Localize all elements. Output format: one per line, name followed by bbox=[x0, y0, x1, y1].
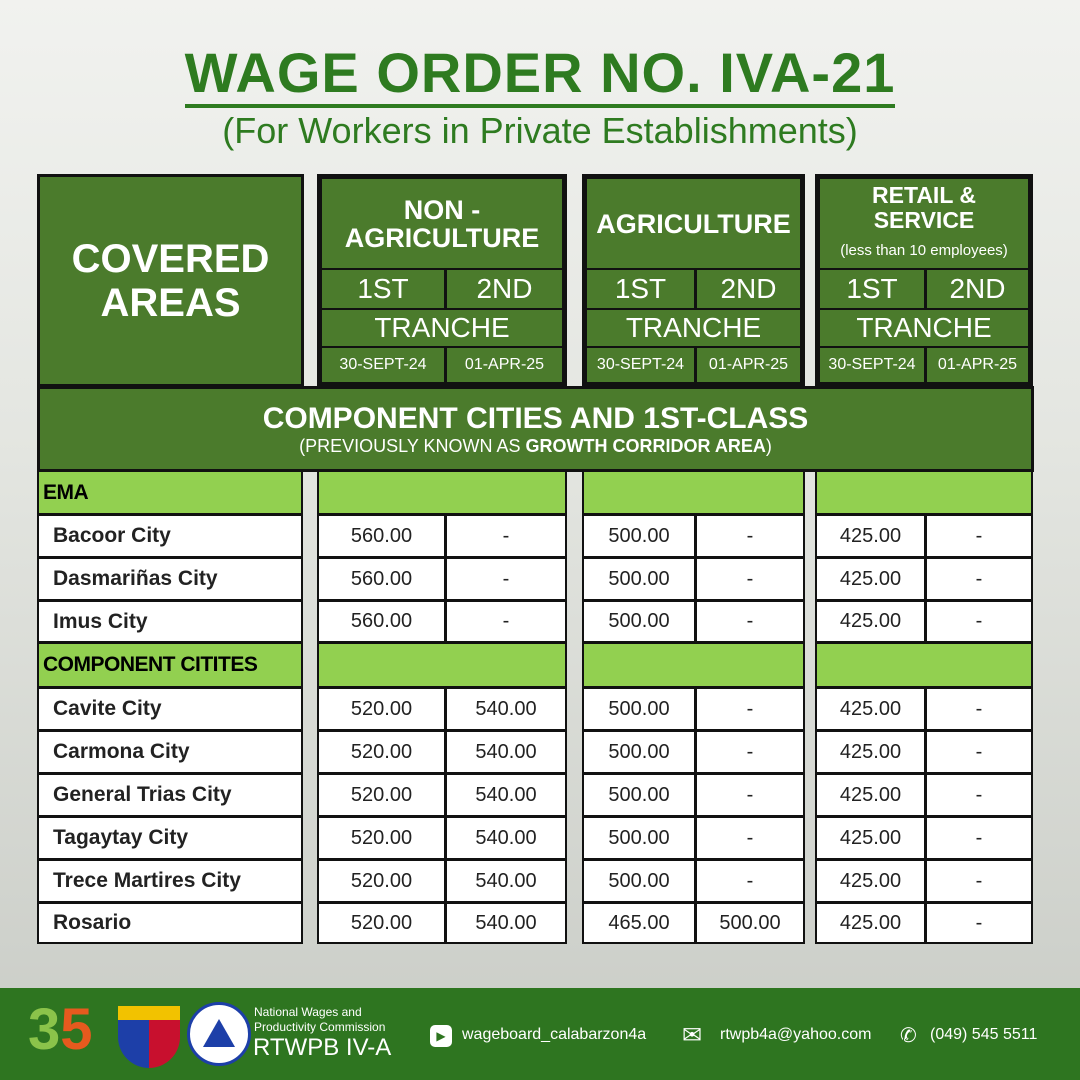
wage-first-tranche: 500.00 bbox=[582, 514, 696, 558]
wage-second-tranche: - bbox=[695, 730, 805, 774]
email-icon: ✉ bbox=[682, 1022, 703, 1049]
wage-first-tranche: 560.00 bbox=[317, 557, 446, 601]
category-banner bbox=[37, 386, 1034, 472]
wage-second-tranche: - bbox=[695, 557, 805, 601]
wage-first-tranche: 500.00 bbox=[582, 557, 696, 601]
phone-number[interactable]: (049) 545 5511 bbox=[930, 1026, 1038, 1043]
page-title: WAGE ORDER NO. IVA-21 bbox=[0, 40, 1080, 105]
wage-first-tranche: 500.00 bbox=[582, 859, 696, 903]
wage-second-tranche: 540.00 bbox=[445, 687, 567, 731]
first-tranche-label: 1ST bbox=[320, 268, 446, 310]
wage-second-tranche: - bbox=[695, 816, 805, 860]
sector-title: AGRICULTURE bbox=[596, 208, 791, 239]
footer bbox=[0, 988, 1080, 1080]
wage-first-tranche: 520.00 bbox=[317, 816, 446, 860]
wage-first-tranche: 560.00 bbox=[317, 514, 446, 558]
wage-second-tranche: 540.00 bbox=[445, 773, 567, 817]
city-name: Cavite City bbox=[37, 687, 303, 731]
wage-first-tranche: 425.00 bbox=[815, 773, 926, 817]
wage-first-tranche: 520.00 bbox=[317, 773, 446, 817]
city-name: Dasmariñas City bbox=[37, 557, 303, 601]
city-name: Rosario bbox=[37, 902, 303, 944]
wage-first-tranche: 560.00 bbox=[317, 600, 446, 643]
sector-name bbox=[585, 177, 802, 270]
second-tranche-date: 01-APR-25 bbox=[445, 346, 564, 384]
group-row-filler bbox=[582, 642, 805, 688]
second-tranche-date: 01-APR-25 bbox=[925, 346, 1030, 384]
city-name: Imus City bbox=[37, 600, 303, 643]
banner-title: COMPONENT CITIES AND 1ST-CLASS bbox=[262, 401, 809, 435]
wage-second-tranche: - bbox=[695, 859, 805, 903]
facebook-handle[interactable]: wageboard_calabarzon4a bbox=[462, 1026, 647, 1043]
wage-second-tranche: - bbox=[695, 514, 805, 558]
facebook-video-icon: ▶ bbox=[430, 1025, 452, 1047]
wage-second-tranche: - bbox=[695, 687, 805, 731]
org-name-line2: Productivity Commission bbox=[254, 1020, 386, 1034]
first-tranche-label: 1ST bbox=[818, 268, 926, 310]
wage-first-tranche: 500.00 bbox=[582, 730, 696, 774]
second-tranche-label: 2ND bbox=[925, 268, 1030, 310]
wage-second-tranche: 540.00 bbox=[445, 859, 567, 903]
tranche-label: TRANCHE bbox=[585, 308, 802, 348]
philippine-seal-logo bbox=[118, 1006, 180, 1068]
second-tranche-label: 2ND bbox=[695, 268, 802, 310]
wage-second-tranche: - bbox=[925, 557, 1033, 601]
wage-first-tranche: 425.00 bbox=[815, 557, 926, 601]
wage-second-tranche: - bbox=[445, 557, 567, 601]
second-tranche-date: 01-APR-25 bbox=[695, 346, 802, 384]
wage-first-tranche: 520.00 bbox=[317, 902, 446, 944]
35th-anniversary-logo: 35 bbox=[28, 997, 93, 1062]
tranche-label: TRANCHE bbox=[818, 308, 1030, 348]
group-row-filler bbox=[815, 470, 1033, 515]
wage-first-tranche: 425.00 bbox=[815, 730, 926, 774]
sector-title: RETAIL & SERVICE bbox=[872, 181, 976, 233]
tranche-label: TRANCHE bbox=[320, 308, 564, 348]
wage-second-tranche: 540.00 bbox=[445, 730, 567, 774]
first-tranche-date: 30-SEPT-24 bbox=[320, 346, 446, 384]
sector-title: NON - AGRICULTURE bbox=[344, 194, 540, 253]
city-name: Carmona City bbox=[37, 730, 303, 774]
first-tranche-date: 30-SEPT-24 bbox=[585, 346, 696, 384]
wage-second-tranche: - bbox=[925, 773, 1033, 817]
wage-first-tranche: 425.00 bbox=[815, 816, 926, 860]
nwpc-seal-logo bbox=[187, 1002, 251, 1066]
wage-second-tranche: - bbox=[925, 600, 1033, 643]
wage-second-tranche: 540.00 bbox=[445, 816, 567, 860]
wage-first-tranche: 520.00 bbox=[317, 730, 446, 774]
first-tranche-date: 30-SEPT-24 bbox=[818, 346, 926, 384]
wage-first-tranche: 465.00 bbox=[582, 902, 696, 944]
wage-second-tranche: 540.00 bbox=[445, 902, 567, 944]
org-name-line1: National Wages and bbox=[254, 1005, 362, 1019]
banner-subtitle: (PREVIOUSLY KNOWN AS GROWTH CORRIDOR AREA) bbox=[299, 435, 772, 456]
group-row-filler bbox=[815, 642, 1033, 688]
wage-first-tranche: 500.00 bbox=[582, 773, 696, 817]
wage-first-tranche: 520.00 bbox=[317, 687, 446, 731]
wage-second-tranche: - bbox=[695, 600, 805, 643]
group-row-filler bbox=[317, 642, 567, 688]
city-name: General Trias City bbox=[37, 773, 303, 817]
second-tranche-label: 2ND bbox=[445, 268, 564, 310]
wage-first-tranche: 425.00 bbox=[815, 687, 926, 731]
wage-second-tranche: - bbox=[695, 773, 805, 817]
wage-first-tranche: 500.00 bbox=[582, 600, 696, 643]
wage-first-tranche: 425.00 bbox=[815, 902, 926, 944]
org-acronym: RTWPB IV-A bbox=[253, 1034, 392, 1061]
city-name: Bacoor City bbox=[37, 514, 303, 558]
phone-icon: ✆ bbox=[900, 1025, 917, 1047]
first-tranche-label: 1ST bbox=[585, 268, 696, 310]
wage-second-tranche: - bbox=[925, 859, 1033, 903]
wage-second-tranche: - bbox=[445, 514, 567, 558]
wage-first-tranche: 520.00 bbox=[317, 859, 446, 903]
group-label: COMPONENT CITITES bbox=[37, 642, 303, 688]
wage-first-tranche: 425.00 bbox=[815, 859, 926, 903]
group-row-filler bbox=[582, 470, 805, 515]
group-label: EMA bbox=[37, 470, 303, 515]
wage-second-tranche: 500.00 bbox=[695, 902, 805, 944]
wage-first-tranche: 425.00 bbox=[815, 514, 926, 558]
sector-name bbox=[320, 177, 564, 270]
city-name: Tagaytay City bbox=[37, 816, 303, 860]
wage-second-tranche: - bbox=[445, 600, 567, 643]
sector-name bbox=[818, 177, 1030, 270]
wage-first-tranche: 425.00 bbox=[815, 600, 926, 643]
email-address[interactable]: rtwpb4a@yahoo.com bbox=[720, 1026, 872, 1043]
covered-areas-header: COVERED AREAS bbox=[37, 174, 304, 387]
wage-second-tranche: - bbox=[925, 816, 1033, 860]
wage-second-tranche: - bbox=[925, 902, 1033, 944]
sector-note: (less than 10 employees) bbox=[840, 241, 1008, 259]
wage-second-tranche: - bbox=[925, 687, 1033, 731]
wage-first-tranche: 500.00 bbox=[582, 687, 696, 731]
group-row-filler bbox=[317, 470, 567, 515]
city-name: Trece Martires City bbox=[37, 859, 303, 903]
wage-second-tranche: - bbox=[925, 730, 1033, 774]
page-subtitle: (For Workers in Private Establishments) bbox=[222, 110, 858, 151]
wage-second-tranche: - bbox=[925, 514, 1033, 558]
wage-first-tranche: 500.00 bbox=[582, 816, 696, 860]
